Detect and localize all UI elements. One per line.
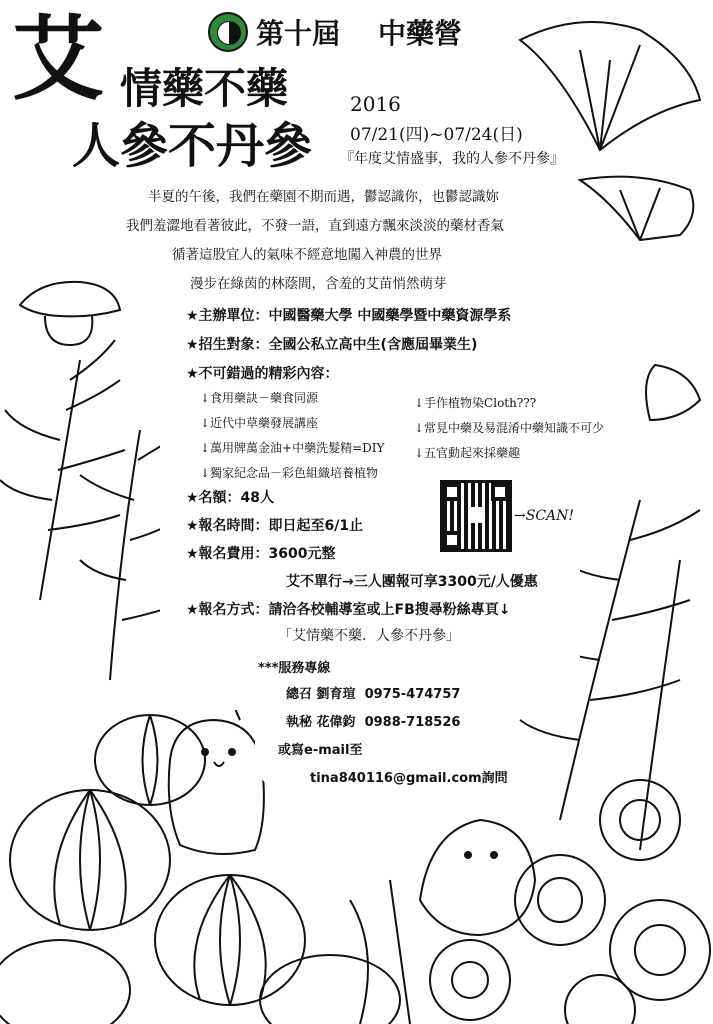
highlight-item: ↓手作植物染Cloth??? [414,396,537,410]
gourd-icon [155,875,305,1005]
gourd-icon [10,790,170,930]
highlight-item: ↓萬用牌萬金油+中藥洗髮精=DIY [200,441,385,455]
intro-line: 我們羞澀地看著彼此，不發一語，直到遠方飄來淡淡的藥材香氣 [126,218,504,234]
ginkgo-leaf-icon [646,365,700,420]
highlight-item: ↓常見中藥及易混淆中藥知識不可少 [414,421,605,435]
ginkgo-leaf-icon [520,22,700,150]
contact-person: 執秘 花偉鈞 0988-718526 [286,715,461,730]
highlight-item: ↓五官動起來採藥趣 [414,446,521,460]
contact-person: 總召 劉育瑄 0975-474757 [286,687,461,702]
highlight-item: ↓近代中草藥發展講座 [200,416,319,430]
registration-method: ★報名方式：請洽各校輔導室或上FB搜尋粉絲專頁↓ [186,602,511,618]
registration-fee: ★報名費用：3600元整 [186,546,336,562]
scan-label: →SCAN! [514,508,575,524]
quota: ★名額：48人 [186,490,275,506]
group-offer: 艾不單行→三人團報可享3300元/人優惠 [286,574,538,590]
highlight-item: ↓獨家紀念品－彩色組織培養植物 [200,466,379,480]
mushroom-icon [20,282,120,317]
fanpage-name: 「艾情藥不藥．人參不丹參」 [278,628,460,644]
title-big-char: 艾 [12,6,105,113]
fern-leaf-icon [40,360,80,600]
intro-line: 循著這股宜人的氣味不經意地闖入神農的世界 [172,247,442,263]
organizer: ★主辦單位：中國醫藥大學 中國藥學暨中藥資源學系 [186,308,512,324]
intro-line: 半夏的午後，我們在藥園不期而遇，鬱認識你，也鬱認識妳 [148,189,499,205]
qr-code[interactable] [440,480,512,552]
contact-email[interactable]: tina840116@gmail.com詢問 [310,771,508,786]
chick-mascot-icon [169,720,264,854]
title-line2: 人參不丹參 [72,118,313,174]
gourd-icon [260,955,400,1024]
contact-title: ***服務專線 [258,661,331,676]
event-date-range: 07/21(四)~07/24(日) [350,125,523,145]
title-line1: 情藥不藥 [120,64,289,113]
target-audience: ★招生對象：全國公私立高中生(含應屆畢業生) [186,337,478,353]
highlights-title: ★不可錯過的精彩內容： [186,366,339,382]
yin-yang-icon [217,21,241,45]
camp-name: 中藥營 [378,17,463,50]
camp-edition: 第十屆 [256,17,341,50]
event-year: 2016 [350,92,401,116]
highlight-item: ↓食用藥訣－藥食同源 [200,391,319,405]
flower-icon [515,855,605,945]
gourd-icon [0,940,130,1024]
registration-time: ★報名時間：即日起至6/1止 [186,518,364,534]
event-tagline: 『年度艾情盛事，我的人參不丹參』 [340,151,564,167]
camp-logo [208,12,248,52]
email-label: 或寫e-mail至 [278,743,363,758]
flower-icon [430,940,510,1020]
intro-line: 漫步在綠茵的林蔭間，含羞的艾苗悄然萌芽 [190,276,447,292]
